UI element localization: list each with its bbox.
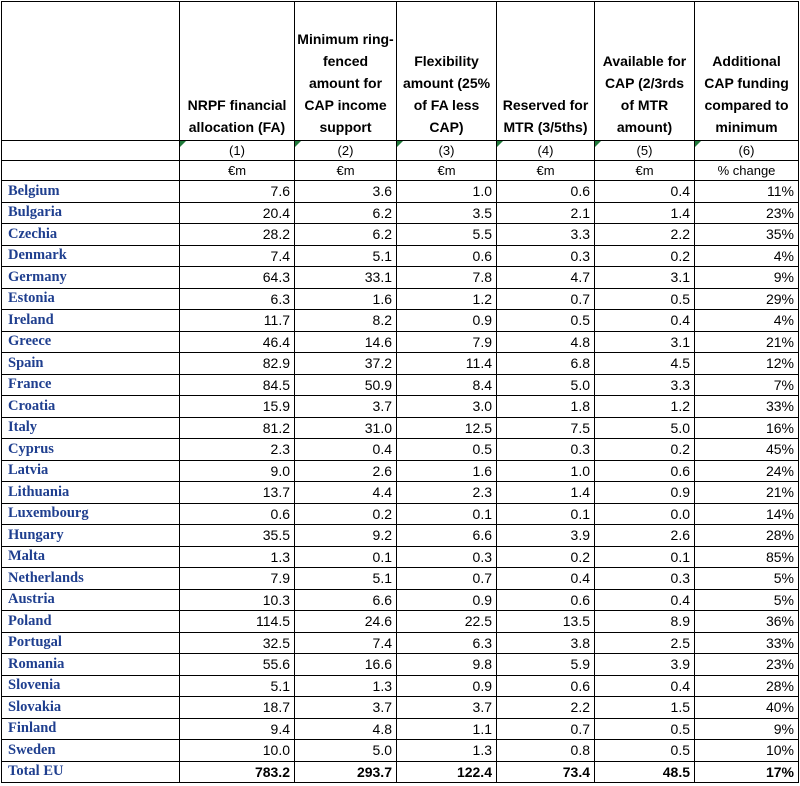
value-cell: 13.5 [497, 611, 595, 633]
unit-label: €m [180, 161, 295, 181]
column-number: (5) [595, 141, 695, 161]
header-available-cap: Available for CAP (2/3rds of MTR amount) [595, 2, 695, 141]
value-cell: 1.2 [397, 288, 497, 310]
unit-row [2, 161, 799, 181]
value-cell: 6.3 [397, 632, 497, 654]
value-cell: 33% [695, 632, 799, 654]
country-name: Slovakia [2, 697, 180, 719]
value-cell: 8.4 [397, 374, 497, 396]
table-row [2, 546, 799, 568]
value-cell: 4.7 [497, 267, 595, 289]
value-cell: 3.3 [497, 224, 595, 246]
value-cell: 18.7 [180, 697, 295, 719]
comment-marker-icon [595, 141, 601, 147]
column-number: (2) [295, 141, 397, 161]
value-cell: 783.2 [180, 761, 295, 783]
country-name: Malta [2, 546, 180, 568]
value-cell: 6.2 [295, 224, 397, 246]
value-cell: 21% [695, 331, 799, 353]
country-name: Poland [2, 611, 180, 633]
value-cell: 5.9 [497, 654, 595, 676]
unit-label: €m [595, 161, 695, 181]
value-cell: 16.6 [295, 654, 397, 676]
value-cell: 3.3 [595, 374, 695, 396]
country-name: Denmark [2, 245, 180, 267]
value-cell: 4% [695, 245, 799, 267]
value-cell: 12% [695, 353, 799, 375]
value-cell: 3.0 [397, 396, 497, 418]
header-nrpf-allocation: NRPF financial allocation (FA) [180, 2, 295, 141]
value-cell: 7.9 [397, 331, 497, 353]
value-cell: 31.0 [295, 417, 397, 439]
value-cell: 23% [695, 654, 799, 676]
table-row [2, 697, 799, 719]
value-cell: 6.6 [397, 525, 497, 547]
value-cell: 1.6 [295, 288, 397, 310]
value-cell: 1.4 [595, 202, 695, 224]
value-cell: 4% [695, 310, 799, 332]
value-cell: 1.4 [497, 482, 595, 504]
total-row [2, 761, 799, 783]
country-name: Estonia [2, 288, 180, 310]
value-cell: 14.6 [295, 331, 397, 353]
value-cell: 84.5 [180, 374, 295, 396]
value-cell: 16% [695, 417, 799, 439]
value-cell: 4.8 [497, 331, 595, 353]
value-cell: 1.6 [397, 460, 497, 482]
header-row [2, 2, 799, 141]
value-cell: 20.4 [180, 202, 295, 224]
value-cell: 0.9 [397, 589, 497, 611]
table-row [2, 310, 799, 332]
table-row [2, 675, 799, 697]
header-blank [2, 2, 180, 141]
value-cell: 82.9 [180, 353, 295, 375]
value-cell: 36% [695, 611, 799, 633]
unit-label: €m [497, 161, 595, 181]
value-cell: 0.9 [397, 675, 497, 697]
header-reserved-mtr: Reserved for MTR (3/5ths) [497, 2, 595, 141]
value-cell: 7.8 [397, 267, 497, 289]
country-name: Croatia [2, 396, 180, 418]
table-body [2, 181, 799, 783]
value-cell: 6.6 [295, 589, 397, 611]
value-cell: 8.9 [595, 611, 695, 633]
value-cell: 15.9 [180, 396, 295, 418]
value-cell: 85% [695, 546, 799, 568]
value-cell: 8.2 [295, 310, 397, 332]
value-cell: 3.6 [295, 181, 397, 203]
value-cell: 1.3 [397, 740, 497, 762]
value-cell: 1.3 [295, 675, 397, 697]
value-cell: 11.7 [180, 310, 295, 332]
value-cell: 29% [695, 288, 799, 310]
table-row [2, 740, 799, 762]
value-cell: 10.3 [180, 589, 295, 611]
value-cell: 2.3 [397, 482, 497, 504]
value-cell: 3.7 [295, 396, 397, 418]
value-cell: 64.3 [180, 267, 295, 289]
value-cell: 0.3 [397, 546, 497, 568]
value-cell: 0.9 [595, 482, 695, 504]
value-cell: 0.6 [180, 503, 295, 525]
value-cell: 23% [695, 202, 799, 224]
cap-funding-table [1, 1, 799, 783]
value-cell: 114.5 [180, 611, 295, 633]
value-cell: 0.0 [595, 503, 695, 525]
table-row [2, 482, 799, 504]
value-cell: 0.5 [497, 310, 595, 332]
country-name: Lithuania [2, 482, 180, 504]
country-name: Luxembourg [2, 503, 180, 525]
value-cell: 0.2 [595, 439, 695, 461]
value-cell: 35% [695, 224, 799, 246]
value-cell: 5.0 [295, 740, 397, 762]
value-cell: 37.2 [295, 353, 397, 375]
value-cell: 5.0 [497, 374, 595, 396]
value-cell: 0.5 [595, 288, 695, 310]
value-cell: 21% [695, 482, 799, 504]
value-cell: 0.3 [497, 245, 595, 267]
value-cell: 28.2 [180, 224, 295, 246]
value-cell: 24% [695, 460, 799, 482]
value-cell: 3.5 [397, 202, 497, 224]
value-cell: 0.5 [397, 439, 497, 461]
table-row [2, 525, 799, 547]
table-row [2, 439, 799, 461]
value-cell: 73.4 [497, 761, 595, 783]
value-cell: 7.6 [180, 181, 295, 203]
country-name: Greece [2, 331, 180, 353]
value-cell: 2.1 [497, 202, 595, 224]
value-cell: 6.8 [497, 353, 595, 375]
header-flexibility-amount: Flexibility amount (25% of FA less CAP) [397, 2, 497, 141]
column-number: (3) [397, 141, 497, 161]
table-row [2, 568, 799, 590]
value-cell: 14% [695, 503, 799, 525]
value-cell: 5.1 [295, 245, 397, 267]
value-cell: 3.1 [595, 267, 695, 289]
value-cell: 3.7 [397, 697, 497, 719]
table-row [2, 288, 799, 310]
unit-label: % change [695, 161, 799, 181]
table-row [2, 503, 799, 525]
value-cell: 5.1 [295, 568, 397, 590]
value-cell: 2.6 [595, 525, 695, 547]
value-cell: 22.5 [397, 611, 497, 633]
value-cell: 24.6 [295, 611, 397, 633]
country-name: France [2, 374, 180, 396]
value-cell: 1.0 [497, 460, 595, 482]
value-cell: 35.5 [180, 525, 295, 547]
comment-marker-icon [497, 141, 503, 147]
country-name: Cyprus [2, 439, 180, 461]
value-cell: 50.9 [295, 374, 397, 396]
country-name: Finland [2, 718, 180, 740]
value-cell: 28% [695, 525, 799, 547]
value-cell: 0.6 [595, 460, 695, 482]
value-cell: 7.5 [497, 417, 595, 439]
value-cell: 1.5 [595, 697, 695, 719]
value-cell: 48.5 [595, 761, 695, 783]
column-number: (6) [695, 141, 799, 161]
value-cell: 122.4 [397, 761, 497, 783]
value-cell: 1.3 [180, 546, 295, 568]
value-cell: 0.4 [497, 568, 595, 590]
value-cell: 3.1 [595, 331, 695, 353]
value-cell: 0.8 [497, 740, 595, 762]
column-number-row [2, 141, 799, 161]
value-cell: 4.4 [295, 482, 397, 504]
value-cell: 7.9 [180, 568, 295, 590]
value-cell: 0.4 [595, 310, 695, 332]
value-cell: 0.2 [497, 546, 595, 568]
header-additional-cap: Additional CAP funding compared to minimum [695, 2, 799, 141]
country-name: Spain [2, 353, 180, 375]
value-cell: 0.6 [497, 589, 595, 611]
value-cell: 7.4 [295, 632, 397, 654]
table-row [2, 267, 799, 289]
value-cell: 5.0 [595, 417, 695, 439]
column-number-blank [2, 141, 180, 161]
value-cell: 45% [695, 439, 799, 461]
table-row [2, 654, 799, 676]
country-name: Latvia [2, 460, 180, 482]
country-name: Portugal [2, 632, 180, 654]
unit-label: €m [295, 161, 397, 181]
value-cell: 46.4 [180, 331, 295, 353]
value-cell: 6.3 [180, 288, 295, 310]
value-cell: 5.1 [180, 675, 295, 697]
value-cell: 0.7 [397, 568, 497, 590]
value-cell: 7.4 [180, 245, 295, 267]
value-cell: 4.8 [295, 718, 397, 740]
column-number: (4) [497, 141, 595, 161]
value-cell: 28% [695, 675, 799, 697]
value-cell: 0.1 [397, 503, 497, 525]
value-cell: 1.8 [497, 396, 595, 418]
value-cell: 0.5 [595, 718, 695, 740]
table-row [2, 224, 799, 246]
value-cell: 13.7 [180, 482, 295, 504]
value-cell: 33% [695, 396, 799, 418]
value-cell: 32.5 [180, 632, 295, 654]
value-cell: 2.3 [180, 439, 295, 461]
country-name: Slovenia [2, 675, 180, 697]
value-cell: 2.5 [595, 632, 695, 654]
comment-marker-icon [397, 141, 403, 147]
value-cell: 5.5 [397, 224, 497, 246]
value-cell: 11% [695, 181, 799, 203]
value-cell: 3.9 [497, 525, 595, 547]
country-name: Sweden [2, 740, 180, 762]
value-cell: 0.6 [497, 181, 595, 203]
value-cell: 1.2 [595, 396, 695, 418]
table-row [2, 460, 799, 482]
country-name: Bulgaria [2, 202, 180, 224]
value-cell: 9.8 [397, 654, 497, 676]
value-cell: 0.3 [595, 568, 695, 590]
value-cell: 10.0 [180, 740, 295, 762]
value-cell: 9.2 [295, 525, 397, 547]
country-name: Netherlands [2, 568, 180, 590]
value-cell: 0.6 [397, 245, 497, 267]
table-row [2, 181, 799, 203]
value-cell: 0.4 [595, 589, 695, 611]
value-cell: 293.7 [295, 761, 397, 783]
value-cell: 0.1 [295, 546, 397, 568]
value-cell: 0.2 [295, 503, 397, 525]
table-row [2, 396, 799, 418]
value-cell: 9.4 [180, 718, 295, 740]
country-name: Romania [2, 654, 180, 676]
country-name: Belgium [2, 181, 180, 203]
value-cell: 0.7 [497, 718, 595, 740]
value-cell: 9.0 [180, 460, 295, 482]
value-cell: 55.6 [180, 654, 295, 676]
country-name: Germany [2, 267, 180, 289]
table-row [2, 331, 799, 353]
country-name: Czechia [2, 224, 180, 246]
value-cell: 0.7 [497, 288, 595, 310]
country-name: Ireland [2, 310, 180, 332]
country-name: Total EU [2, 761, 180, 783]
value-cell: 0.4 [595, 675, 695, 697]
table-row [2, 632, 799, 654]
value-cell: 1.0 [397, 181, 497, 203]
value-cell: 11.4 [397, 353, 497, 375]
value-cell: 12.5 [397, 417, 497, 439]
table-row [2, 245, 799, 267]
value-cell: 17% [695, 761, 799, 783]
value-cell: 5% [695, 568, 799, 590]
value-cell: 7% [695, 374, 799, 396]
value-cell: 33.1 [295, 267, 397, 289]
comment-marker-icon [695, 141, 701, 147]
value-cell: 6.2 [295, 202, 397, 224]
value-cell: 0.4 [595, 181, 695, 203]
comment-marker-icon [295, 141, 301, 147]
value-cell: 5% [695, 589, 799, 611]
value-cell: 0.4 [295, 439, 397, 461]
column-number: (1) [180, 141, 295, 161]
value-cell: 0.5 [595, 740, 695, 762]
table-row [2, 417, 799, 439]
value-cell: 0.9 [397, 310, 497, 332]
header-minimum-ringfenced: Minimum ring-fenced amount for CAP income support [295, 2, 397, 141]
value-cell: 2.2 [595, 224, 695, 246]
value-cell: 0.3 [497, 439, 595, 461]
value-cell: 10% [695, 740, 799, 762]
table-row [2, 202, 799, 224]
table-row [2, 718, 799, 740]
value-cell: 9% [695, 267, 799, 289]
value-cell: 3.8 [497, 632, 595, 654]
value-cell: 3.7 [295, 697, 397, 719]
country-name: Italy [2, 417, 180, 439]
value-cell: 4.5 [595, 353, 695, 375]
value-cell: 9% [695, 718, 799, 740]
value-cell: 2.2 [497, 697, 595, 719]
value-cell: 40% [695, 697, 799, 719]
comment-marker-icon [180, 141, 186, 147]
value-cell: 0.2 [595, 245, 695, 267]
table-row [2, 374, 799, 396]
table-row [2, 589, 799, 611]
unit-blank [2, 161, 180, 181]
value-cell: 2.6 [295, 460, 397, 482]
table-row [2, 353, 799, 375]
value-cell: 1.1 [397, 718, 497, 740]
table-row [2, 611, 799, 633]
country-name: Austria [2, 589, 180, 611]
value-cell: 0.6 [497, 675, 595, 697]
value-cell: 0.1 [497, 503, 595, 525]
value-cell: 3.9 [595, 654, 695, 676]
value-cell: 81.2 [180, 417, 295, 439]
value-cell: 0.1 [595, 546, 695, 568]
country-name: Hungary [2, 525, 180, 547]
unit-label: €m [397, 161, 497, 181]
